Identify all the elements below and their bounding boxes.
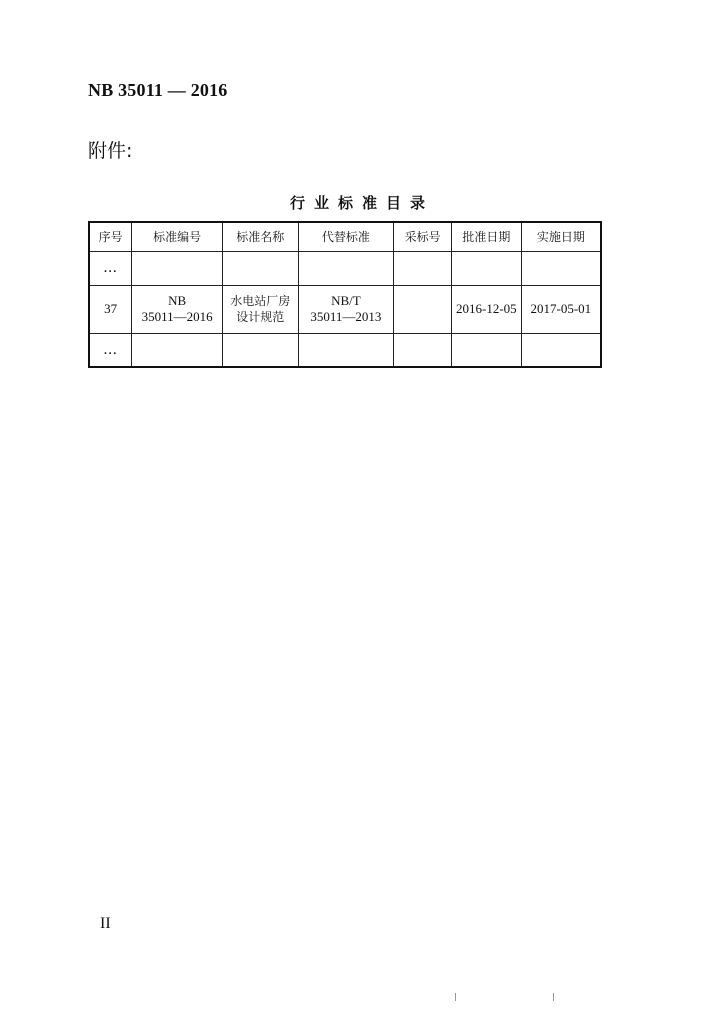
approval-date-cell: 2016-12-05 [451,285,521,333]
ellipsis-cell: … [89,333,132,367]
table-cell [298,251,394,285]
seq-cell: 37 [89,285,132,333]
table-cell [132,251,223,285]
ellipsis-cell: … [89,251,132,285]
column-header-replaced-standard: 代替标准 [298,222,394,251]
replaced-standard-line-2: 35011—2013 [310,309,382,324]
effective-date-cell: 2017-05-01 [521,285,601,333]
table-cell [451,251,521,285]
table-cell [298,333,394,367]
page-number: II [100,915,111,932]
table-cell [394,251,452,285]
attachment-label: 附件: [88,140,133,162]
table-cell [451,333,521,367]
table-row [89,333,601,367]
table-cell [521,251,601,285]
standard-name-line-1: 水电站厂房 [230,294,291,308]
crop-mark [455,993,456,1001]
table-cell [223,333,299,367]
table-row [89,251,601,285]
replaced-standard-line-1: NB/T [331,293,361,308]
standard-number-line-2: 35011—2016 [141,309,213,324]
column-header-seq: 序号 [89,222,132,251]
table-header-row [89,222,601,251]
column-header-effective-date: 实施日期 [521,222,601,251]
column-header-approval-date: 批准日期 [451,222,521,251]
column-header-adoption-number: 采标号 [394,222,452,251]
table-row [89,285,601,333]
standard-name-line-2: 设计规范 [236,310,285,324]
table-cell [132,333,223,367]
table-cell [521,333,601,367]
table-cell [394,333,452,367]
standard-number-cell [132,285,223,333]
standard-number-line-1: NB [168,293,187,308]
standards-catalog-table [88,221,602,368]
adoption-number-cell [394,285,452,333]
replaced-standard-cell [298,285,394,333]
column-header-standard-number: 标准编号 [132,222,223,251]
table-cell [223,251,299,285]
document-code: NB 35011 — 2016 [88,80,228,100]
crop-mark [553,993,554,1001]
column-header-standard-name: 标准名称 [223,222,299,251]
table-title: 行业标准目录 [289,194,434,212]
standard-name-cell [223,285,299,333]
